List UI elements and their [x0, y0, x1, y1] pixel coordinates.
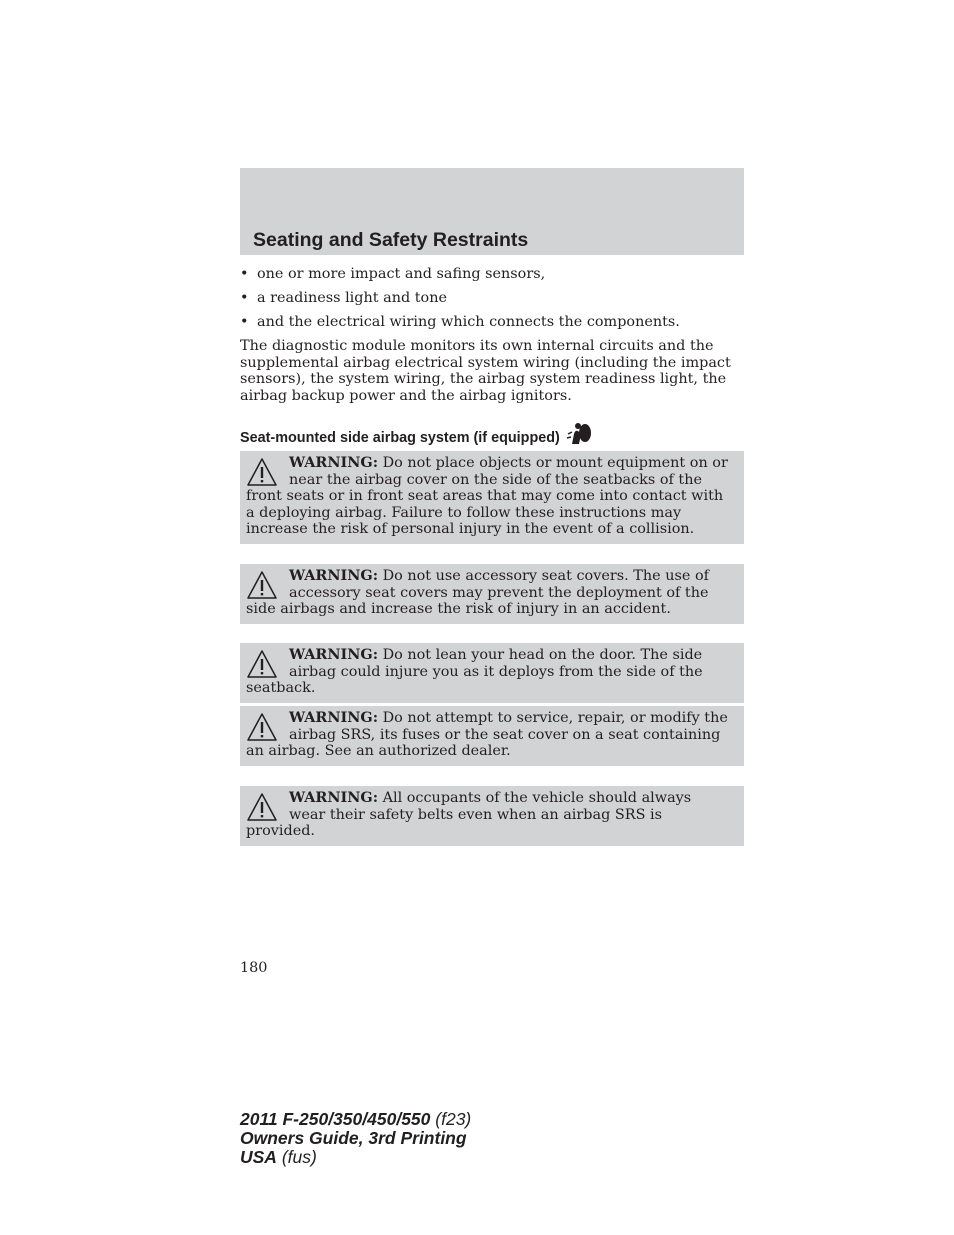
list-item-text: one or more impact and safing sensors, [257, 266, 546, 282]
footer-market: USA [240, 1147, 277, 1167]
warning-triangle-icon [246, 457, 278, 487]
warning-label: WARNING: [289, 454, 379, 471]
warning-triangle-icon [246, 570, 278, 600]
warning-box [240, 643, 744, 703]
list-item [240, 290, 744, 307]
bullet-list [240, 266, 744, 331]
bullet-glyph: • [240, 290, 249, 306]
warning-box [240, 706, 744, 766]
list-item [240, 266, 744, 283]
footer-line-3 [240, 1148, 471, 1167]
list-item-text: a readiness light and tone [257, 290, 447, 306]
warning-box [240, 786, 744, 846]
warning-text: All occupants of the vehicle should always wear their safety belts even when an airbag SRS is provided. [246, 790, 692, 839]
footer-edition: Owners Guide, 3rd Printing [240, 1128, 467, 1148]
warning-text: Do not use accessory seat covers. The use of accessory seat covers may prevent the deployment of the side airbags and increase the risk of injury in an accident. [246, 568, 709, 617]
section-title: Seating and Safety Restraints [253, 229, 529, 251]
warning-label: WARNING: [289, 567, 379, 584]
section-header [240, 168, 744, 255]
main-content [240, 266, 744, 446]
warning-triangle-icon [246, 712, 278, 742]
warning-label: WARNING: [289, 789, 379, 806]
warning-text: Do not attempt to service, repair, or modify the airbag SRS, its fuses or the seat cover on a seat containing an airbag. See an authorized dealer. [246, 710, 728, 759]
warning-triangle-icon [246, 649, 278, 679]
footer-line-2 [240, 1129, 471, 1148]
footer [240, 1110, 471, 1167]
warning-label: WARNING: [289, 709, 379, 726]
list-item-text: and the electrical wiring which connects the components. [257, 314, 680, 330]
airbag-icon [566, 422, 592, 446]
subheading [240, 420, 744, 446]
footer-market-code: (fus) [281, 1147, 317, 1167]
list-item [240, 314, 744, 331]
page-number: 180 [240, 960, 268, 976]
body-paragraph: The diagnostic module monitors its own internal circuits and the supplemental airbag electrical system wiring (including the impact sensors), the system wiring, the airbag system readiness light, the airbag backup power and the airbag ignitors. [240, 338, 731, 404]
footer-line-1 [240, 1110, 471, 1129]
bullet-glyph: • [240, 266, 249, 282]
warning-box [240, 564, 744, 624]
warning-box [240, 451, 744, 544]
warning-text: Do not place objects or mount equipment on or near the airbag cover on the side of the seatbacks of the front seats or in front seat areas that may come into contact with a deploying airbag. Failure to follow these instructions may increase the risk of personal injury in the event of a collision. [246, 455, 728, 537]
warning-text: Do not lean your head on the door. The side airbag could injure you as it deploys from the side of the seatback. [246, 647, 703, 696]
subheading-text: Seat-mounted side airbag system (if equipped) [240, 429, 560, 446]
footer-model: 2011 F-250/350/450/550 [240, 1109, 431, 1129]
footer-model-code: (f23) [435, 1109, 472, 1129]
warning-label: WARNING: [289, 646, 379, 663]
bullet-glyph: • [240, 314, 249, 330]
warning-triangle-icon [246, 792, 278, 822]
